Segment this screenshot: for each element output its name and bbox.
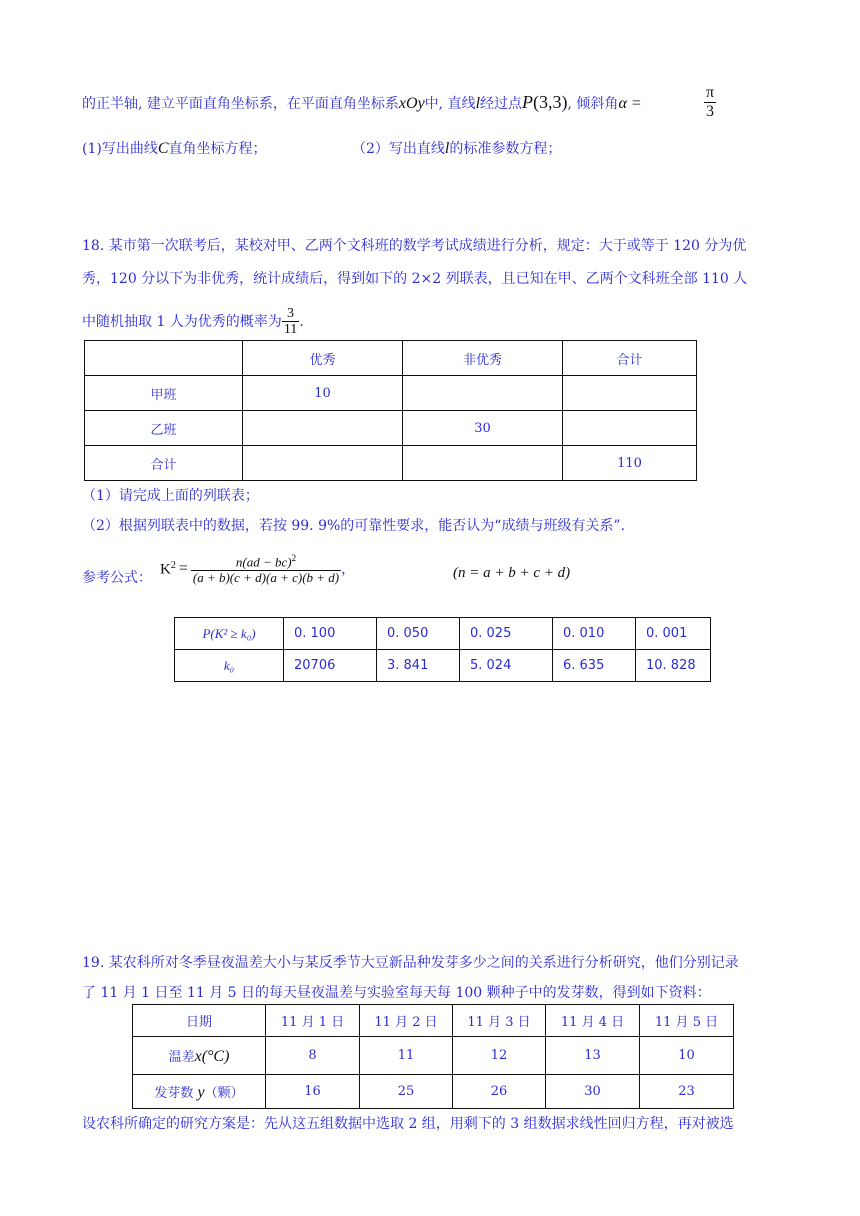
q1-text-b: 直角坐标方程； <box>168 141 267 157</box>
intro-text-b: 中, 直线 <box>424 96 476 112</box>
table-cell: 26 <box>453 1075 546 1109</box>
table-cell: 25 <box>360 1075 453 1109</box>
table-header-cell: 11 月 2 日 <box>360 1005 453 1037</box>
table-header-cell: 11 月 3 日 <box>453 1005 546 1037</box>
table-row <box>85 411 697 446</box>
table-cell: 0. 025 <box>460 618 553 650</box>
table-cell: 甲班 <box>85 376 243 411</box>
table-row <box>85 341 697 376</box>
formula-n-def: (n = a + b + c + d) <box>453 565 571 581</box>
table-header-cell: k₀ <box>175 650 284 682</box>
intro-question-2 <box>352 138 561 158</box>
table-cell: 10 <box>640 1037 734 1075</box>
critical-value-table <box>174 617 711 682</box>
formula <box>160 554 355 585</box>
table-cell: 合计 <box>85 446 243 481</box>
intro-question-1 <box>82 138 267 158</box>
table-header-cell: 日期 <box>133 1005 266 1037</box>
table-cell: 16 <box>266 1075 360 1109</box>
formula-num-text: n(ad − bc) <box>235 554 292 570</box>
formula-num-sup: 2 <box>291 553 297 563</box>
table-header-cell: 优秀 <box>243 341 403 376</box>
table-cell <box>243 411 403 446</box>
intro-text-d: , 倾斜角 <box>567 96 619 112</box>
line-l-symbol-2: l <box>444 140 450 157</box>
line-l-symbol: l <box>475 95 481 112</box>
table-cell: 0. 050 <box>377 618 460 650</box>
table-row <box>175 618 711 650</box>
p18-line-2: 秀，120 分以下为非优秀，统计成绩后，得到如下的 2×2 列联表，且已知在甲、乙两个文科班全部 110 人 <box>82 271 748 287</box>
germ-y-symbol: y <box>197 1083 205 1101</box>
table-cell <box>243 446 403 481</box>
table-cell: 0. 001 <box>636 618 711 650</box>
table-cell: 0. 100 <box>284 618 377 650</box>
alpha-frac-den: 3 <box>706 102 715 120</box>
p18-sub-question-1: （1）请完成上面的列联表； <box>82 488 259 504</box>
temp-x-symbol: x <box>194 1047 202 1065</box>
prob-frac-den: 11 <box>283 322 298 338</box>
formula-label: 参考公式： <box>82 570 152 586</box>
table-cell <box>85 341 243 376</box>
table-cell: 30 <box>546 1075 640 1109</box>
temp-label: 温差 <box>168 1049 195 1065</box>
table-cell: 12 <box>453 1037 546 1075</box>
alpha-fraction <box>704 84 716 120</box>
germination-table <box>132 1004 734 1109</box>
formula-numerator <box>191 554 341 571</box>
p19-line-3: 设农科所确定的研究方案是：先从这五组数据中选取 2 组，用剩下的 3 组数据求线性回归方程，再对被选 <box>82 1116 734 1132</box>
table-row <box>85 376 697 411</box>
table-cell <box>403 446 563 481</box>
prob-frac-num: 3 <box>282 306 299 322</box>
point-coords: (3,3) <box>533 92 568 112</box>
table-cell: 110 <box>563 446 697 481</box>
alpha-frac-num: π <box>706 84 715 101</box>
curve-c-symbol: C <box>157 140 169 157</box>
contingency-table <box>84 340 697 481</box>
table-row <box>133 1005 734 1037</box>
p18-line-3-text: 中随机抽取 1 人为优秀的概率为 <box>82 313 282 330</box>
temp-unit: (°C) <box>201 1047 230 1065</box>
table-cell: 0. 010 <box>553 618 636 650</box>
table-row <box>133 1037 734 1075</box>
table-cell: 11 <box>360 1037 453 1075</box>
p18-sub-question-2: （2）根据列联表中的数据，若按 99. 9%的可靠性要求，能否认为“成绩与班级有关系”. <box>82 518 626 534</box>
table-header-cell: 11 月 4 日 <box>546 1005 640 1037</box>
formula-k: K <box>160 561 171 578</box>
point-p-symbol: P <box>522 92 534 112</box>
table-cell <box>133 1037 266 1075</box>
table-row <box>175 650 711 682</box>
q2-text-a: （2）写出直线 <box>352 141 445 157</box>
intro-text-c: 经过点 <box>480 96 523 112</box>
intro-line-1 <box>82 92 642 113</box>
formula-k-sup: 2 <box>170 559 176 571</box>
table-cell <box>563 376 697 411</box>
q1-text-a: (1)写出曲线 <box>82 141 158 157</box>
p19-line-2: 了 11 月 1 日至 11 月 5 日的每天昼夜温差与实验室每天每 100 颗种子中的发芽数，得到如下资料： <box>82 985 711 1001</box>
germ-label: 发芽数 <box>154 1085 194 1101</box>
table-cell: 20706 <box>284 650 377 682</box>
p19-line-1: 19. 某农科所对冬季昼夜温差大小与某反季节大豆新品种发芽多少之间的关系进行分析研究，他们分别记录 <box>82 955 739 971</box>
table-cell: 13 <box>546 1037 640 1075</box>
formula-fraction <box>191 554 341 585</box>
xoy-symbol: xOy <box>398 95 425 112</box>
formula-eq: = <box>178 560 188 578</box>
prob-frac-end: . <box>299 313 304 330</box>
table-cell: 30 <box>403 411 563 446</box>
alpha-symbol: α = <box>618 95 642 112</box>
table-header-cell: 11 月 5 日 <box>640 1005 734 1037</box>
formula-denominator: (a + b)(c + d)(a + c)(b + d) <box>192 569 340 585</box>
formula-comma: ， <box>341 561 356 578</box>
table-header-cell: 11 月 1 日 <box>266 1005 360 1037</box>
table-cell: 乙班 <box>85 411 243 446</box>
probability-fraction <box>282 306 299 338</box>
table-header-cell: 合计 <box>563 341 697 376</box>
p18-line-3 <box>82 306 304 338</box>
table-cell: 8 <box>266 1037 360 1075</box>
table-cell <box>563 411 697 446</box>
germ-unit: （颗） <box>204 1085 244 1101</box>
table-cell: 3. 841 <box>377 650 460 682</box>
table-cell: 10. 828 <box>636 650 711 682</box>
table-row <box>85 446 697 481</box>
table-cell: 5. 024 <box>460 650 553 682</box>
p18-line-1: 18. 某市第一次联考后，某校对甲、乙两个文科班的数学考试成绩进行分析，规定：大于或等于 120 分为优 <box>82 238 747 254</box>
table-header-cell: 非优秀 <box>403 341 563 376</box>
intro-text-a: 的正半轴, 建立平面直角坐标系，在平面直角坐标系 <box>82 96 399 112</box>
table-cell: 6. 635 <box>553 650 636 682</box>
table-cell <box>133 1075 266 1109</box>
table-header-cell: P(K² ≥ k₀) <box>175 618 284 650</box>
q2-text-b: 的标准参数方程； <box>449 141 562 157</box>
table-cell: 23 <box>640 1075 734 1109</box>
table-cell <box>403 376 563 411</box>
table-row <box>133 1075 734 1109</box>
table-cell: 10 <box>243 376 403 411</box>
